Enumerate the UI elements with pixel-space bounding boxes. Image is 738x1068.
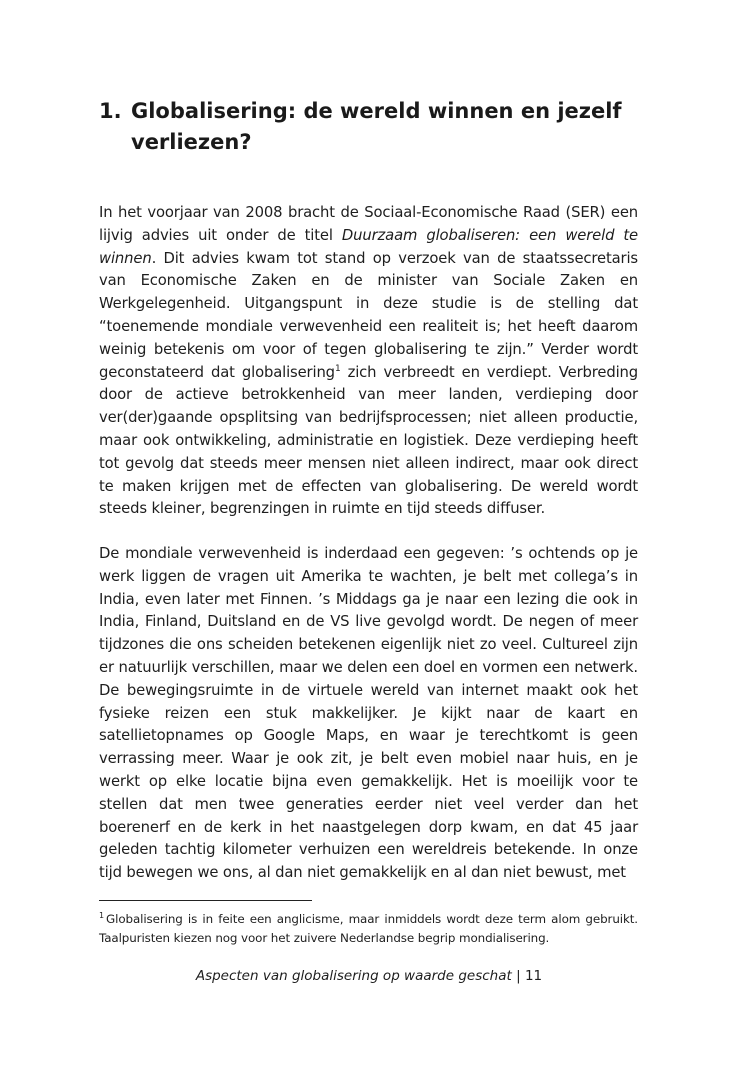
paragraph-1-text-a: In het voorjaar van 2008 bracht de Sociaal-Economische Raad (SER) een lijvig advies uit onder de titel bbox=[99, 204, 638, 244]
footnote-text: Globalisering is in feite een anglicisme, maar inmiddels wordt deze term alom gebruikt. Taalpuristen kiezen nog voor het zuivere Nederlandse begrip mondialisering. bbox=[99, 912, 638, 945]
running-title: Aspecten van globalisering op waarde geschat bbox=[195, 968, 512, 984]
paragraph-1-text-c: zich verbreedt en verdiept. Verbreding door de actieve betrokkenheid van meer landen, verdieping door ver(der)gaande opsplitsing van bedrijfsprocessen; niet alleen productie, maar ook ontwikkeling, administratie en logistiek. Deze verdieping heeft tot gevolg dat steeds meer mensen niet alleen indirect, maar ook direct te maken krijgen met de effecten van globalisering. De wereld wordt steeds kleiner, begrenzingen in ruimte en tijd steeds diffuser. bbox=[99, 363, 638, 518]
footnote-reference: 1 bbox=[334, 363, 341, 374]
report-title-italic: Duurzaam globaliseren: een wereld te winnen bbox=[99, 226, 638, 267]
paragraph-2-text: De mondiale verwevenheid is inderdaad een gegeven: ’s ochtends op je werk liggen de vragen uit Amerika te wachten, je belt met collega’s in India, even later met Finnen. ’s Middags ga je naar een lezing die ook in India, Finland, Duitsland en de VS live gevolgd wordt. De negen of meer tijdzones die ons scheiden betekenen eigenlijk niet zo veel. Cultureel zijn er natuurlijk verschillen, maar we delen een doel en vormen een netwerk. De bewegingsruimte in de virtuele wereld van internet maakt ook het fysieke reizen een stuk makkelijker. Je kijkt naar de kaart en satellietopnames op Google Maps, en waar je terechtkomt is geen verrassing meer. Waar je ook zit, je belt even mobiel naar huis, en je werkt op elke locatie bijna even gemakkelijk. Het is moeilijk voor te stellen dat men twee generaties eerder niet veel verder dan het boerenerf en de kerk in het naastgelegen dorp kwam, en dat 45 jaar geleden tachtig kilometer verhuizen een wereldreis betekende. In onze tijd bewegen we ons, al dan niet gemakkelijk en al dan niet bewust, met bbox=[99, 545, 638, 882]
paragraph-1-text-b: . Dit advies kwam tot stand op verzoek van de staatssecretaris van Economische Zaken en de minister van Sociale Zaken en Werkgelegenheid. Uitgangspunt in deze studie is de stelling dat “toenemende mondiale verwevenheid een realiteit is; het heeft daarom weinig betekenis om voor of tegen globalisering te zijn.” Verder wordt geconstateerd dat globalisering bbox=[99, 249, 638, 381]
paragraph-2 bbox=[99, 543, 638, 885]
footer-separator: | bbox=[516, 968, 521, 984]
paragraph-1 bbox=[99, 202, 638, 521]
page-number: 11 bbox=[524, 968, 543, 984]
page-footer bbox=[0, 966, 738, 986]
footnote bbox=[99, 910, 638, 948]
chapter-number: 1. bbox=[99, 99, 122, 123]
footnote-marker: 1 bbox=[99, 911, 104, 920]
chapter-heading bbox=[99, 96, 659, 158]
chapter-title: Globalisering: de wereld winnen en jezelf verliezen? bbox=[131, 99, 622, 154]
footnote-divider bbox=[99, 900, 312, 901]
